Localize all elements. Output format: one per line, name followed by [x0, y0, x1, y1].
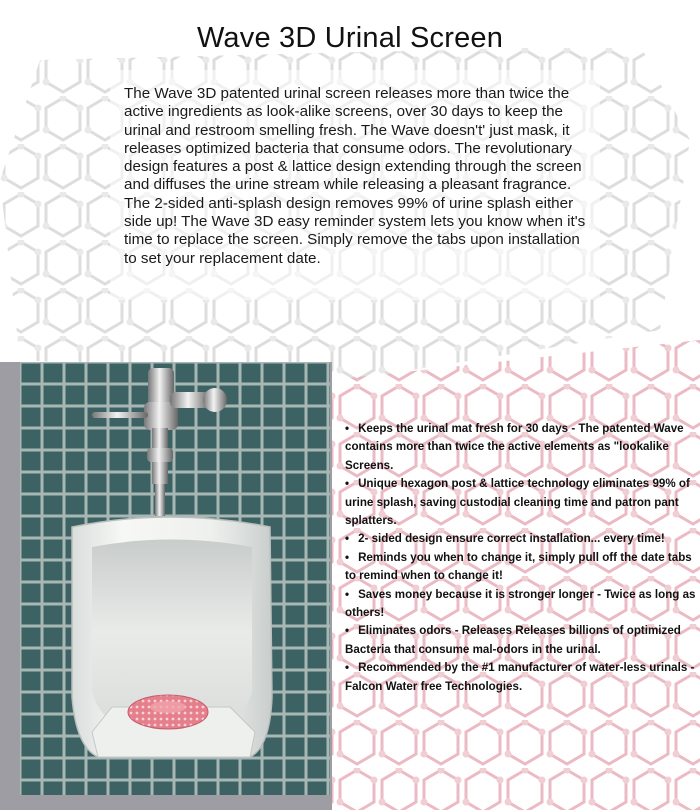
bullet: • — [345, 624, 350, 638]
list-item — [345, 586, 697, 623]
feature-text: Unique hexagon post & lattice technology eliminates 99% of urine splash, saving custodial cleaning time and patron pant splatters. — [345, 477, 690, 528]
feature-text: Eliminates odors - Releases Releases billions of optimized Bacteria that consume mal-odors in the urinal. — [345, 624, 681, 656]
bullet: • — [345, 422, 350, 435]
feature-text: Keeps the urinal mat fresh for 30 days - The patented Wave contains more than twice the active elements as "lookalike Screens. — [345, 422, 684, 472]
bullet: • — [345, 550, 350, 564]
feature-list — [345, 420, 697, 696]
feature-text: Saves money because it is stronger longer - Twice as long as others! — [345, 587, 696, 620]
feature-text: Recommended by the #1 manufacturer of water-less urinals - Falcon Water free Technologies. — [345, 661, 695, 693]
list-item — [345, 420, 697, 475]
bullet: • — [345, 587, 350, 601]
feature-text: Reminds you when to change it, simply pull off the date tabs to remind when to change it! — [345, 550, 692, 583]
bullet: • — [345, 661, 350, 675]
feature-text: 2- sided design ensure correct installation... every time! — [358, 532, 665, 546]
list-item — [345, 475, 697, 530]
list-item — [345, 659, 697, 696]
bullet: • — [345, 477, 350, 491]
list-item — [345, 530, 697, 548]
page-title: Wave 3D Urinal Screen — [196, 22, 504, 54]
list-item — [345, 549, 697, 586]
list-item — [345, 622, 697, 659]
intro-paragraph: The Wave 3D patented urinal screen releases more than twice the active ingredients as look-alike screens, over 30 days to keep the urinal and restroom smelling fresh. The Wave doesn't' just mask, it releases optimized bacteria that consume odors. The revolutionary design features a post & lattice design extending through the screen and diffuses the urine stream while releasing a pleasant fragrance. The 2-sided anti-splash design removes 99% of urine splash either side up! The Wave 3D easy reminder system lets you know when it's time to replace the screen. Simply remove the tabs upon installation to set your replacement date. — [124, 85, 586, 267]
urinal-photo — [20, 362, 330, 795]
bullet: • — [345, 532, 350, 546]
